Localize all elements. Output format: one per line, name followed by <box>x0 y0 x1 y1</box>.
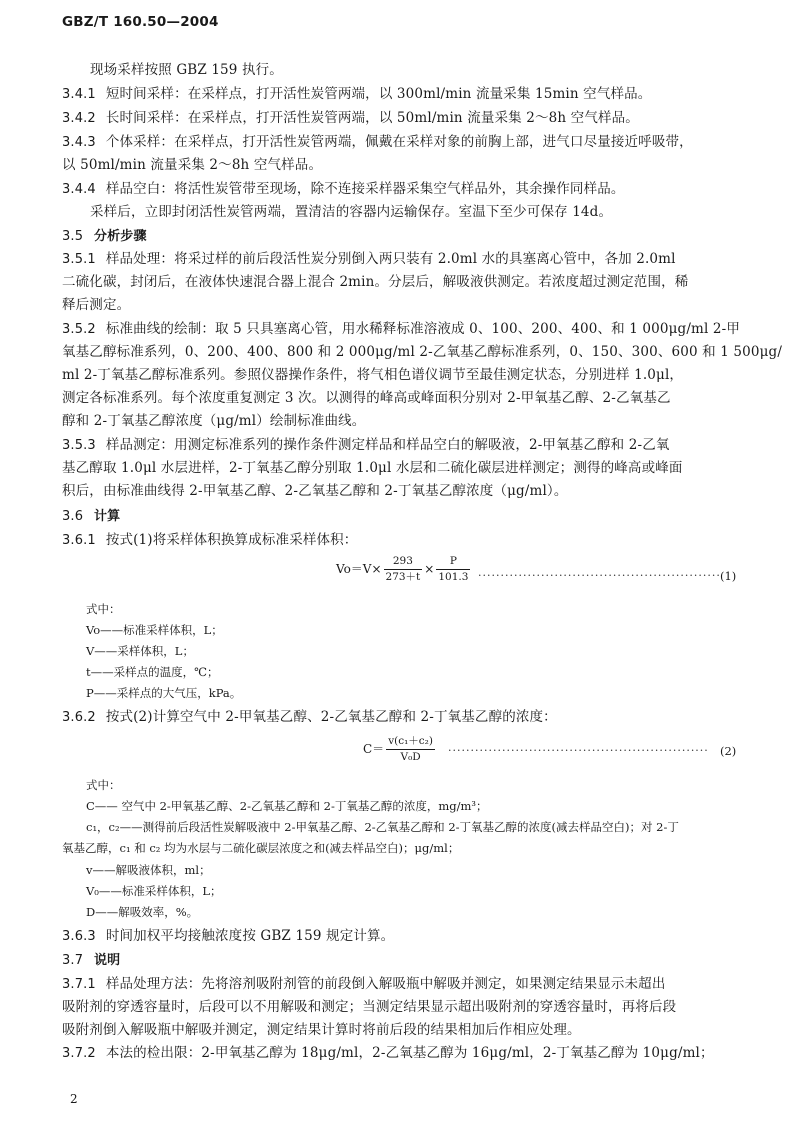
variable-definition: V——采样体积，L； <box>86 644 194 658</box>
section-3-4-1 <box>62 84 651 105</box>
section-number: 3.7 <box>62 953 84 968</box>
leader-dots: ······················································ <box>478 569 721 582</box>
section-number: 3.5.2 <box>62 322 96 337</box>
section-number: 3.4.1 <box>62 87 96 102</box>
section-3-6-3 <box>62 926 394 947</box>
paragraph-line: 采样后，立即封闭活性炭管两端，置清洁的容器内运输保存。室温下至少可保存 14d。 <box>90 204 613 220</box>
section-3-7-heading <box>62 950 120 971</box>
paragraph-text: 按式(2)计算空气中 2-甲氧基乙醇、2-乙氧基乙醇和 2-丁氧基乙醇的浓度： <box>105 709 557 725</box>
section-number: 3.6.3 <box>62 929 96 944</box>
paragraph-line: 醇和 2-丁氧基乙醇浓度（μg/ml）绘制标准曲线。 <box>62 413 366 429</box>
paragraph-line: 以 50ml/min 流量采集 2～8h 空气样品。 <box>62 157 323 173</box>
equation-lhs: C＝ <box>363 742 385 756</box>
paragraph-line: 吸附剂的穿透容量时，后段可以不用解吸和测定；当测定结果显示超出吸附剂的穿透容量时，再将后段 <box>62 999 677 1015</box>
section-title: 说明 <box>94 953 121 968</box>
section-3-5-3 <box>62 435 670 456</box>
variable-definition: P——采样点的大气压，kPa。 <box>86 686 242 700</box>
section-number: 3.4.4 <box>62 182 96 197</box>
variable-definition: D——解吸效率，%。 <box>86 905 199 919</box>
page-number: 2 <box>70 1092 78 1106</box>
fraction-numerator: v(c₁＋c₂) <box>386 735 435 750</box>
section-title: 分析步骤 <box>94 229 147 244</box>
fraction <box>386 735 435 764</box>
paragraph-text: 本法的检出限：2-甲氧基乙醇为 18μg/ml，2-乙氧基乙醇为 16μg/ml，2-丁氧基乙醇为 10μg/ml； <box>105 1045 714 1061</box>
variable-definition: Vo——标准采样体积，L； <box>86 623 223 637</box>
section-number: 3.7.2 <box>62 1046 96 1061</box>
equation-number: (2) <box>720 744 737 758</box>
paragraph-text: 标准曲线的绘制：取 5 只具塞离心管，用水稀释标准溶液成 0、100、200、400、和 1 000μg/ml 2-甲 <box>105 321 740 337</box>
paragraph-line: 吸附剂倒入解吸瓶中解吸并测定，测定结果计算时将前后段的结果相加后作相应处理。 <box>62 1022 581 1038</box>
section-number: 3.5.3 <box>62 438 96 453</box>
section-number: 3.5.1 <box>62 252 96 267</box>
section-3-5-2 <box>62 319 740 340</box>
paragraph-line: 测定各标准系列。每个浓度重复测定 3 次。以测得的峰高或峰面积分别对 2-甲氧基乙醇、2-乙氧基乙 <box>62 390 671 406</box>
section-number: 3.7.1 <box>62 977 96 992</box>
paragraph-line: 二硫化碳，封闭后，在液体快速混合器上混合 2min。分层后，解吸液供测定。若浓度超过测定范围，稀 <box>62 274 689 290</box>
section-3-4-2 <box>62 108 639 129</box>
variable-definition: v——解吸液体积，ml； <box>86 863 211 877</box>
equation-number: (1) <box>720 569 737 583</box>
paragraph-line: 氧基乙醇标准系列，0、200、400、800 和 2 000μg/ml 2-乙氧基乙醇标准系列，0、150、300、600 和 1 500μg/ <box>62 344 783 360</box>
fraction-numerator: 293 <box>384 555 423 570</box>
document-header: GBZ/T 160.50—2004 <box>62 14 219 30</box>
paragraph-text: 样品处理：将采过样的前后段活性炭分别倒入两只装有 2.0ml 水的具塞离心管中，各加 2.0ml <box>105 251 676 267</box>
fraction <box>436 555 470 584</box>
paragraph-text: 个体采样：在采样点，打开活性炭管两端，佩戴在采样对象的前胸上部，进气口尽量接近呼吸带， <box>105 134 693 150</box>
leader-dots: ·························································· <box>448 744 709 757</box>
equation-1 <box>336 555 472 584</box>
where-label: 式中： <box>86 778 121 792</box>
paragraph-line: 基乙醇取 1.0μl 水层进样，2-丁氧基乙醇分别取 1.0μl 水层和二硫化碳层进样测定；测得的峰高或峰面 <box>62 460 683 476</box>
section-3-5-1 <box>62 249 676 270</box>
fraction-denominator: 101.3 <box>438 571 469 583</box>
paragraph-line: ml 2-丁氧基乙醇标准系列。参照仪器操作条件，将气相色谱仪调节至最佳测定状态，分别进样 1.0μl， <box>62 367 684 383</box>
variable-definition: c₁，c₂——测得前后段活性炭解吸液中 2-甲氧基乙醇、2-乙氧基乙醇和 2-丁氧基乙醇的浓度(减去样品空白)；对 2-丁 <box>86 820 679 834</box>
section-3-4-4 <box>62 179 625 200</box>
section-3-6-1 <box>62 530 357 551</box>
paragraph-text: 长时间采样：在采样点，打开活性炭管两端，以 50ml/min 流量采集 2～8h 空气样品。 <box>105 110 639 126</box>
section-3-5-heading <box>62 226 147 247</box>
section-3-7-2 <box>62 1043 714 1064</box>
fraction <box>384 555 423 584</box>
variable-definition: 氧基乙醇，c₁ 和 c₂ 均为水层与二硫化碳层浓度之和(减去样品空白)；μg/ml； <box>62 841 460 855</box>
operator: × <box>424 562 435 576</box>
fraction-denominator: V₀D <box>400 751 421 763</box>
section-number: 3.5 <box>62 229 84 244</box>
paragraph-line: 积后，由标准曲线得 2-甲氧基乙醇、2-乙氧基乙醇和 2-丁氧基乙醇浓度（μg/ml）。 <box>62 483 568 499</box>
section-3-6-2 <box>62 707 557 728</box>
paragraph-text: 时间加权平均接触浓度按 GBZ 159 规定计算。 <box>105 928 395 944</box>
section-number: 3.4.2 <box>62 111 96 126</box>
paragraph-text: 样品处理方法：先将溶剂吸附剂管的前段倒入解吸瓶中解吸并测定，如果测定结果显示未超出 <box>105 976 666 992</box>
equation-2 <box>363 735 437 764</box>
section-3-6-heading <box>62 506 120 527</box>
section-3-7-1 <box>62 974 665 995</box>
paragraph-text: 样品空白：将活性炭管带至现场，除不连接采样器采集空气样品外，其余操作同样品。 <box>105 181 625 197</box>
where-label: 式中： <box>86 602 121 616</box>
paragraph-text: 短时间采样：在采样点，打开活性炭管两端，以 300ml/min 流量采集 15min 空气样品。 <box>105 86 652 102</box>
fraction-numerator: P <box>436 555 470 570</box>
section-number: 3.6 <box>62 509 84 524</box>
equation-lhs: Vo＝V× <box>336 562 382 576</box>
paragraph-line: 现场采样按照 GBZ 159 执行。 <box>90 62 283 78</box>
paragraph-text: 按式(1)将采样体积换算成标准采样体积： <box>105 532 358 548</box>
fraction-denominator: 273＋t <box>385 571 421 583</box>
variable-definition: V₀——标准采样体积，L； <box>86 884 222 898</box>
paragraph-text: 样品测定：用测定标准系列的操作条件测定样品和样品空白的解吸液，2-甲氧基乙醇和 2-乙氧 <box>105 437 670 453</box>
section-title: 计算 <box>94 509 121 524</box>
variable-definition: C—— 空气中 2-甲氧基乙醇、2-乙氧基乙醇和 2-丁氧基乙醇的浓度，mg/m³； <box>86 799 488 813</box>
section-3-4-3 <box>62 132 693 153</box>
section-number: 3.4.3 <box>62 135 96 150</box>
section-number: 3.6.1 <box>62 533 96 548</box>
paragraph-line: 释后测定。 <box>62 297 131 313</box>
section-number: 3.6.2 <box>62 710 96 725</box>
variable-definition: t——采样点的温度，℃； <box>86 665 219 679</box>
